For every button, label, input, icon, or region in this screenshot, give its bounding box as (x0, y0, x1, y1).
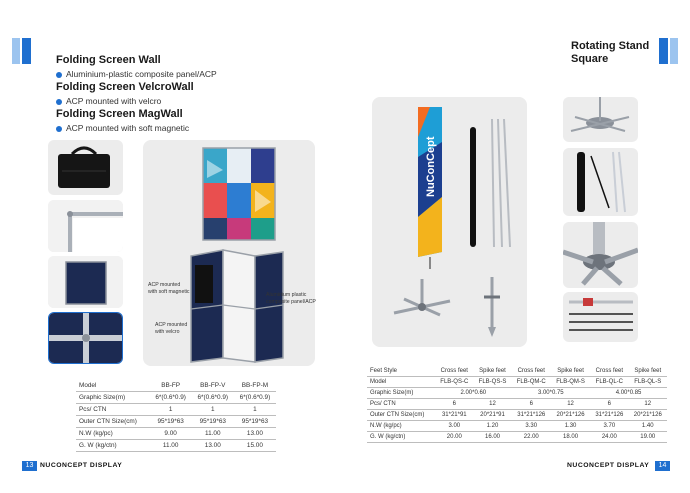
bullet-text: ACP mounted with velcro (66, 96, 162, 106)
table-row (367, 388, 667, 399)
page-title-line1: Rotating Stand (571, 40, 650, 52)
panel-joint-image (48, 312, 123, 364)
table-row (367, 366, 667, 377)
table-cell: 6*(0.6*0.9) (192, 392, 234, 404)
table-cell: N.W (kg/pc) (367, 421, 435, 432)
table-cell: 95*19*63 (234, 416, 276, 428)
table-cell: 6 (435, 399, 473, 410)
rotating-stand-illustration-icon (372, 97, 527, 347)
table-row (76, 404, 276, 416)
page-number-badge: 14 (655, 461, 670, 471)
banner-text: NuConCept (425, 136, 437, 197)
table-cell: 1 (192, 404, 234, 416)
table-cell: 95*19*63 (192, 416, 234, 428)
left-spec-table (76, 380, 276, 452)
table-cell: 12 (629, 399, 667, 410)
table-cell: Spike feet (629, 366, 667, 377)
table-cell: 1 (150, 404, 192, 416)
page-number-badge: 13 (22, 461, 37, 471)
cross-feet-illustration-icon (563, 97, 638, 142)
table-cell: 6*(0.6*0.9) (234, 392, 276, 404)
carry-bag-image (48, 140, 123, 195)
table-cell: 95*19*63 (150, 416, 192, 428)
table-cell: 31*21*91 (435, 410, 473, 421)
table-cell: FLB-QM-C (512, 377, 552, 388)
light-blue-edge-tab (12, 38, 20, 64)
table-row (76, 440, 276, 452)
cross-feet-top-image (563, 97, 638, 142)
table-cell: 1.40 (629, 421, 667, 432)
table-cell: 3.30 (512, 421, 552, 432)
poles-components-image (563, 292, 638, 342)
table-cell: FLB-QS-S (474, 377, 512, 388)
table-cell: 3.00*0.75 (512, 388, 591, 399)
table-cell: 16.00 (474, 432, 512, 443)
table-cell: 6 (512, 399, 552, 410)
table-cell: Outer CTN Size(cm) (367, 410, 435, 421)
base-closeup-illustration-icon (563, 222, 638, 288)
table-cell: Graphic Size(m) (76, 392, 150, 404)
table-cell: 1.30 (551, 421, 590, 432)
cross-base-closeup-image (563, 222, 638, 288)
table-row (367, 432, 667, 443)
bullet-folding-screen-wall (56, 69, 217, 79)
table-cell: 12 (551, 399, 590, 410)
banner-panel (372, 97, 527, 347)
table-cell: Graphic Size(m) (367, 388, 435, 399)
navy-panel-image (48, 256, 123, 308)
table-row (367, 399, 667, 410)
table-row (367, 377, 667, 388)
table-cell: 22.00 (512, 432, 552, 443)
light-blue-edge-tab (670, 38, 678, 64)
table-cell: 11.00 (192, 428, 234, 440)
table-cell: 20*21*91 (474, 410, 512, 421)
section-title-mag-wall: Folding Screen MagWall (56, 108, 183, 120)
table-cell: 3.70 (590, 421, 628, 432)
table-cell: 20*21*126 (551, 410, 590, 421)
table-cell: 9.00 (150, 428, 192, 440)
table-cell: G. W (kg/ctn) (367, 432, 435, 443)
table-cell: 1.20 (474, 421, 512, 432)
table-cell: 18.00 (551, 432, 590, 443)
caption-acp-velcro: ACP mounted with velcro (155, 322, 188, 335)
bullet-mag-wall (56, 123, 189, 133)
footer-brand: NUCONCEPT DISPLAY (40, 462, 123, 469)
long-bag-illustration-icon (563, 148, 638, 216)
table-cell: Outer CTN Size(cm) (76, 416, 150, 428)
section-title-velcro-wall: Folding Screen VelcroWall (56, 81, 194, 93)
table-cell: 6*(0.6*0.9) (150, 392, 192, 404)
table-cell: Cross feet (590, 366, 628, 377)
table-row (76, 380, 276, 392)
table-row (367, 421, 667, 432)
table-cell: 13.00 (234, 428, 276, 440)
blue-edge-tab (22, 38, 31, 64)
frame-corner-illustration-icon (48, 200, 123, 252)
table-cell: 3.00 (435, 421, 473, 432)
table-cell: 2.00*0.60 (435, 388, 511, 399)
table-cell: Pcs/ CTN (367, 399, 435, 410)
table-cell: Model (76, 380, 150, 392)
navy-panel-illustration-icon (48, 256, 123, 308)
table-cell: 20*21*126 (629, 410, 667, 421)
table-cell: BB-FP-V (192, 380, 234, 392)
table-cell: FLB-QS-C (435, 377, 473, 388)
table-cell: Feet Style (367, 366, 435, 377)
table-cell: FLB-QL-S (629, 377, 667, 388)
table-row (76, 416, 276, 428)
table-cell: 1 (234, 404, 276, 416)
panel-joint-illustration-icon (49, 313, 123, 364)
table-row (76, 428, 276, 440)
table-cell: 11.00 (150, 440, 192, 452)
table-cell: 6 (590, 399, 628, 410)
table-cell: 13.00 (192, 440, 234, 452)
table-cell: 4.00*0.85 (590, 388, 667, 399)
bullet-velcro-wall (56, 96, 161, 106)
bullet-text: Aluminium-plastic composite panel/ACP (66, 69, 217, 79)
carry-bag-long-image (563, 148, 638, 216)
table-cell: G. W (kg/ctn) (76, 440, 150, 452)
table-row (76, 392, 276, 404)
table-cell: Spike feet (474, 366, 512, 377)
table-cell: N.W (kg/pc) (76, 428, 150, 440)
bullet-text: ACP mounted with soft magnetic (66, 123, 190, 133)
bullet-dot-icon (56, 99, 62, 105)
section-title-folding-screen-wall: Folding Screen Wall (56, 54, 161, 66)
table-cell: Pcs/ CTN (76, 404, 150, 416)
right-page (345, 0, 690, 493)
table-cell: FLB-QL-C (590, 377, 628, 388)
table-cell: Cross feet (435, 366, 473, 377)
table-cell: 24.00 (590, 432, 628, 443)
footer-brand: NUCONCEPT DISPLAY (567, 462, 650, 469)
blue-edge-tab (659, 38, 668, 64)
table-cell: 31*21*126 (590, 410, 628, 421)
table-cell: Model (367, 377, 435, 388)
table-cell: Cross feet (512, 366, 552, 377)
table-cell: 20.00 (435, 432, 473, 443)
table-cell: 19.00 (629, 432, 667, 443)
bullet-dot-icon (56, 126, 62, 132)
right-spec-table (367, 366, 667, 443)
poles-illustration-icon (563, 292, 638, 342)
caption-acp-magnetic: ACP mounted with soft magnetic (148, 282, 190, 295)
table-cell: BB-FP-M (234, 380, 276, 392)
table-cell: FLB-QM-S (551, 377, 590, 388)
table-cell: 15.00 (234, 440, 276, 452)
table-cell: 31*21*126 (512, 410, 552, 421)
table-cell: BB-FP (150, 380, 192, 392)
table-cell: 12 (474, 399, 512, 410)
frame-corner-image (48, 200, 123, 252)
bullet-dot-icon (56, 72, 62, 78)
table-row (367, 410, 667, 421)
table-cell: Spike feet (551, 366, 590, 377)
bag-illustration-icon (48, 140, 123, 195)
caption-aluminium: Aluminium plastic composite panel/ACP (266, 292, 316, 305)
page-title-line2: Square (571, 53, 609, 65)
